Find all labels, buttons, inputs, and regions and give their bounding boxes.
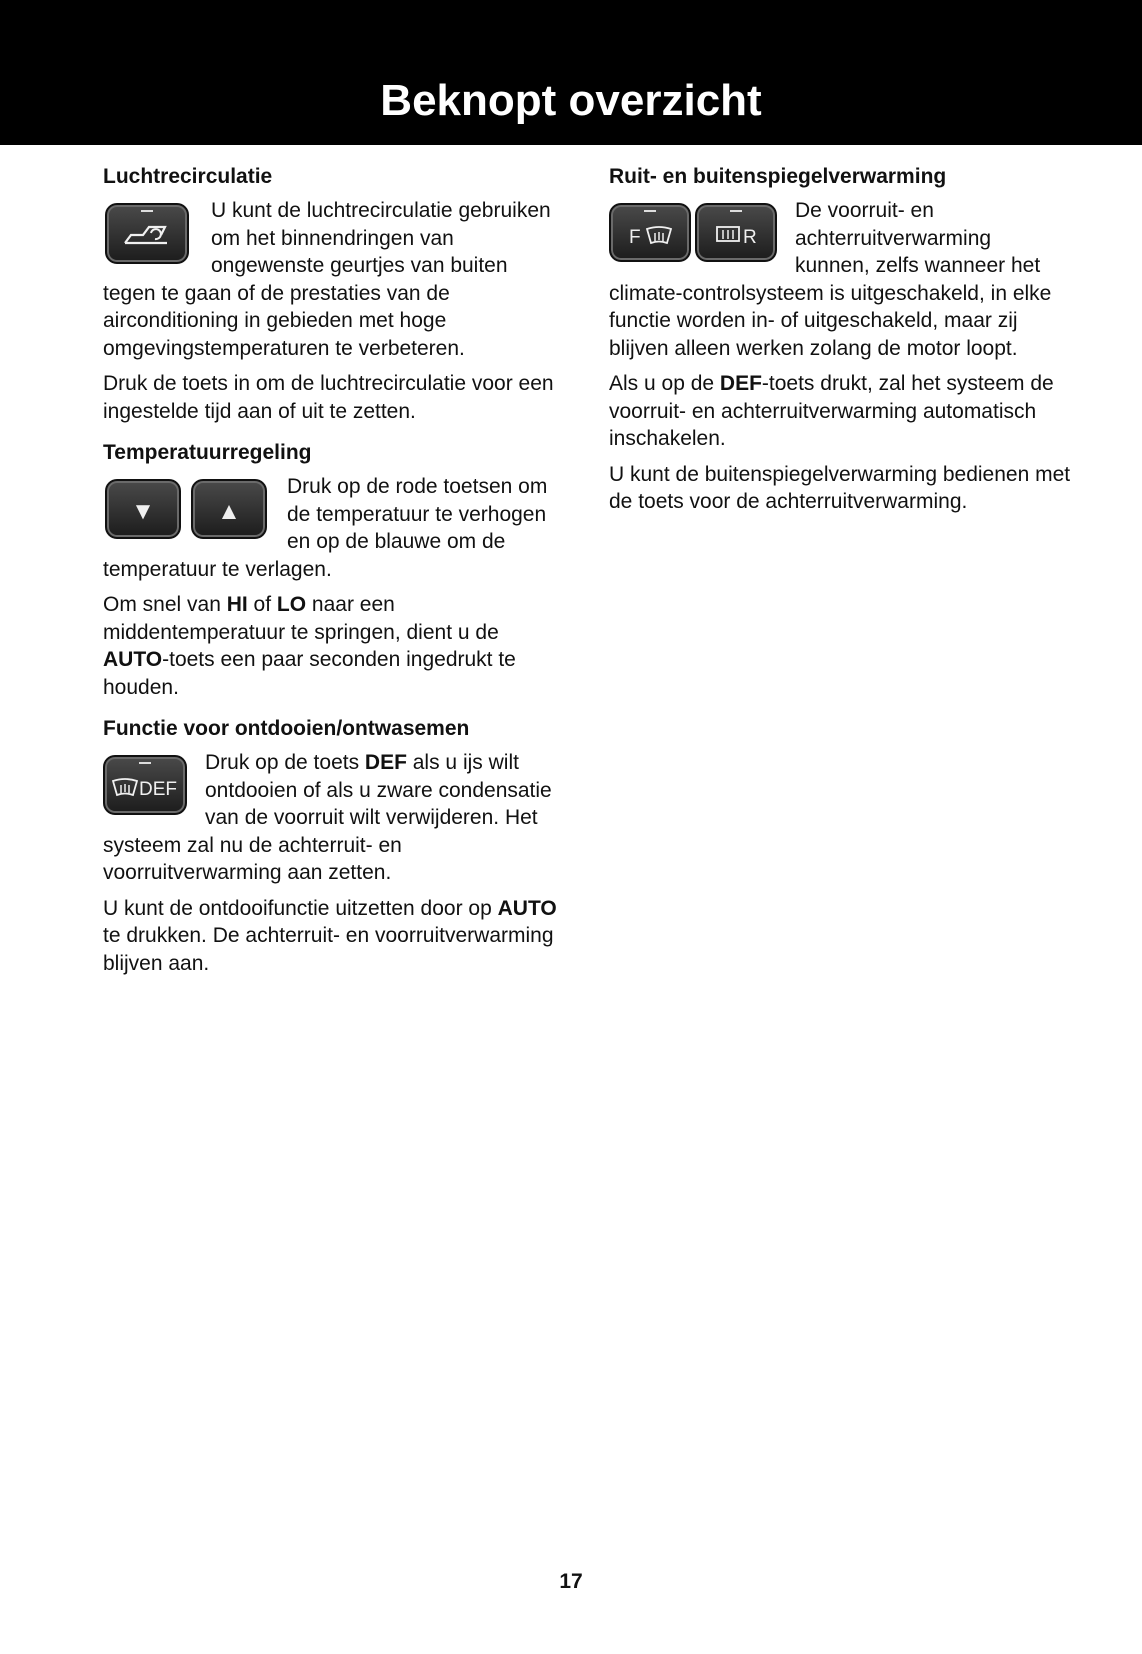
front-screen-icon <box>645 225 673 247</box>
recirculation-icon <box>121 223 171 249</box>
screen-heating-section <box>609 163 1071 516</box>
rear-label: R <box>743 227 757 248</box>
rear-screen-button <box>695 203 777 262</box>
defrost-heading: Functie voor ontdooien/ontwasemen <box>103 717 470 740</box>
temperature-down-button <box>105 479 181 539</box>
page-header <box>0 0 1142 145</box>
indicator-lamp <box>730 210 742 212</box>
recirculation-section <box>103 163 563 425</box>
screen-heating-text-1: De voorruit- en achterruitverwarming kunnen, zelfs wanneer het climate-controlsysteem is uitgeschakeld, in elke functie worden in- of uitgeschakeld, maar zij blijven alleen werken zolang de motor loopt. <box>609 199 1052 360</box>
indicator-lamp <box>139 762 151 764</box>
temperature-heading: Temperatuurregeling <box>103 441 312 464</box>
temperature-up-button <box>191 479 267 539</box>
arrow-down-icon: ▼ <box>131 498 155 525</box>
recirculation-button <box>105 203 189 264</box>
recirculation-heading: Luchtrecirculatie <box>103 165 273 188</box>
def-label: DEF <box>139 779 177 800</box>
recirculation-text-2: Druk de toets in om de luchtrecirculatie voor een ingestelde tijd aan of uit te zetten. <box>103 372 554 423</box>
temperature-text-1: Druk op de rode toetsen om de temperatuur te verhogen en op de blauwe om de temperatuur te verlagen. <box>103 475 548 581</box>
screen-heating-buttons <box>609 203 777 262</box>
page-number: 17 <box>559 1570 583 1593</box>
defrost-text-2: U kunt de ontdooifunctie uitzetten door op AUTO te drukken. De achterruit- en voorruitverwarming blijven aan. <box>103 896 557 975</box>
indicator-lamp <box>644 210 656 212</box>
front-label: F <box>629 227 641 248</box>
defrost-text-1: Druk op de toets DEF als u ijs wilt ontdooien of als u zware condensatie van de voorruit wilt verwijderen. Het systeem zal nu de achterruit- en voorruitverwarming aan zetten. <box>103 751 552 884</box>
screen-heating-heading: Ruit- en buitenspiegelverwarming <box>609 165 947 188</box>
front-screen-button <box>609 203 691 262</box>
temperature-text-2: Om snel van HI of LO naar een middentemperatuur te springen, dient u de AUTO-toets een paar seconden ingedrukt te houden. <box>103 593 516 699</box>
indicator-lamp <box>141 210 153 212</box>
temperature-section <box>103 439 563 701</box>
screen-heating-text-3: U kunt de buitenspiegelverwarming bedienen met de toets voor de achterruitverwarming. <box>609 462 1071 513</box>
left-column <box>103 163 563 987</box>
screen-heating-text-2: Als u op de DEF-toets drukt, zal het systeem de voorruit- en achterruitverwarming automatisch inschakelen. <box>609 372 1054 450</box>
temperature-buttons <box>105 479 267 539</box>
windscreen-heat-icon <box>111 777 139 799</box>
page-title: Beknopt overzicht <box>380 76 762 125</box>
recirculation-text-1: U kunt de luchtrecirculatie gebruiken om het binnendringen van ongewenste geurtjes van buiten tegen te gaan of de prestaties van de airconditioning in gebieden met hoge omgevingstemperaturen te verbeteren. <box>103 199 551 360</box>
rear-screen-icon <box>715 225 741 245</box>
def-button <box>103 755 187 815</box>
right-column <box>609 163 1071 526</box>
arrow-up-icon: ▲ <box>217 498 241 525</box>
defrost-section <box>103 715 563 977</box>
